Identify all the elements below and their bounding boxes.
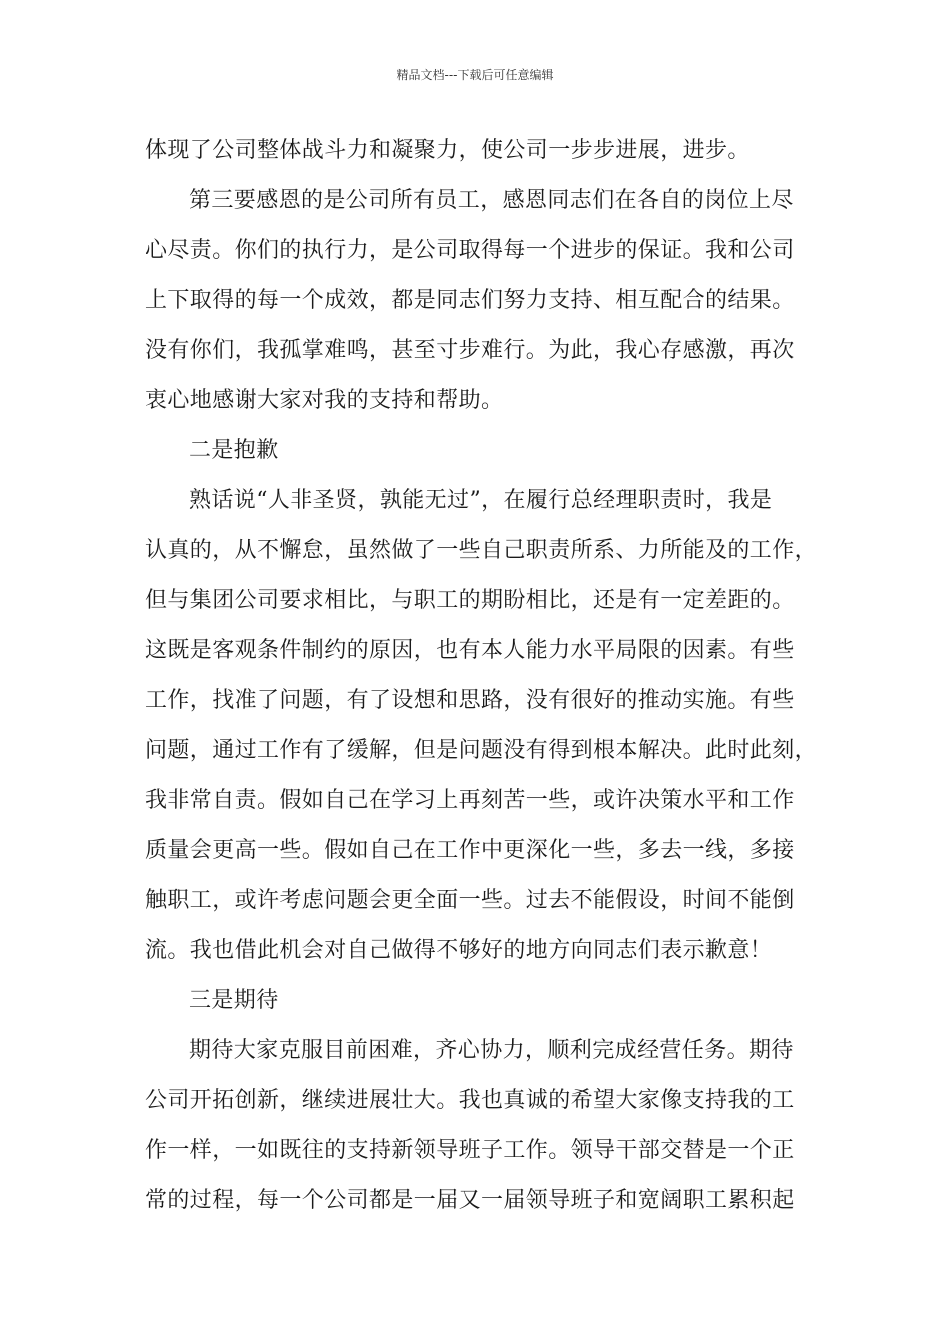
body-line: 问题，通过工作有了缓解，但是问题没有得到根本解决。此时此刻， xyxy=(145,738,818,763)
body-line: 没有你们，我孤掌难鸣，甚至寸步难行。为此，我心存感激，再次 xyxy=(145,338,795,363)
body-line: 衷心地感谢大家对我的支持和帮助。 xyxy=(145,388,504,413)
section-heading: 二是抱歉 xyxy=(189,438,279,463)
section-heading: 三是期待 xyxy=(189,988,279,1013)
body-line: 我非常自责。假如自己在学习上再刻苦一些，或许决策水平和工作 xyxy=(145,788,795,813)
body-line: 上下取得的每一个成效，都是同志们努力支持、相互配合的结果。 xyxy=(145,288,795,313)
body-line: 常的过程，每一个公司都是一届又一届领导班子和宽阔职工累积起 xyxy=(145,1188,795,1213)
body-line: 这既是客观条件制约的原因，也有本人能力水平局限的因素。有些 xyxy=(145,638,795,663)
body-line: 但与集团公司要求相比，与职工的期盼相比，还是有一定差距的。 xyxy=(145,588,795,613)
body-line: 质量会更高一些。假如自己在工作中更深化一些，多去一线，多接 xyxy=(145,838,795,863)
body-line: 公司开拓创新，继续进展壮大。我也真诚的希望大家像支持我的工 xyxy=(145,1088,795,1113)
body-line: 熟话说“人非圣贤，孰能无过”，在履行总经理职责时，我是 xyxy=(189,488,773,513)
body-line: 第三要感恩的是公司所有员工，感恩同志们在各自的岗位上尽 xyxy=(189,188,794,213)
body-line: 体现了公司整体战斗力和凝聚力，使公司一步步进展，进步。 xyxy=(145,138,750,163)
body-line: 工作，找准了问题，有了设想和思路，没有很好的推动实施。有些 xyxy=(145,688,795,713)
body-line: 期待大家克服目前困难，齐心协力，顺利完成经营任务。期待 xyxy=(189,1038,794,1063)
page-header: 精品文档---下载后可任意编辑 xyxy=(396,68,554,82)
body-line: 流。我也借此机会对自己做得不够好的地方向同志们表示歉意！ xyxy=(145,938,773,963)
body-line: 认真的，从不懈怠，虽然做了一些自己职责所系、力所能及的工作， xyxy=(145,538,818,563)
body-line: 心尽责。你们的执行力，是公司取得每一个进步的保证。我和公司 xyxy=(145,238,795,263)
body-line: 触职工，或许考虑问题会更全面一些。过去不能假设，时间不能倒 xyxy=(145,888,795,913)
body-line: 作一样，一如既往的支持新领导班子工作。领导干部交替是一个正 xyxy=(145,1138,795,1163)
